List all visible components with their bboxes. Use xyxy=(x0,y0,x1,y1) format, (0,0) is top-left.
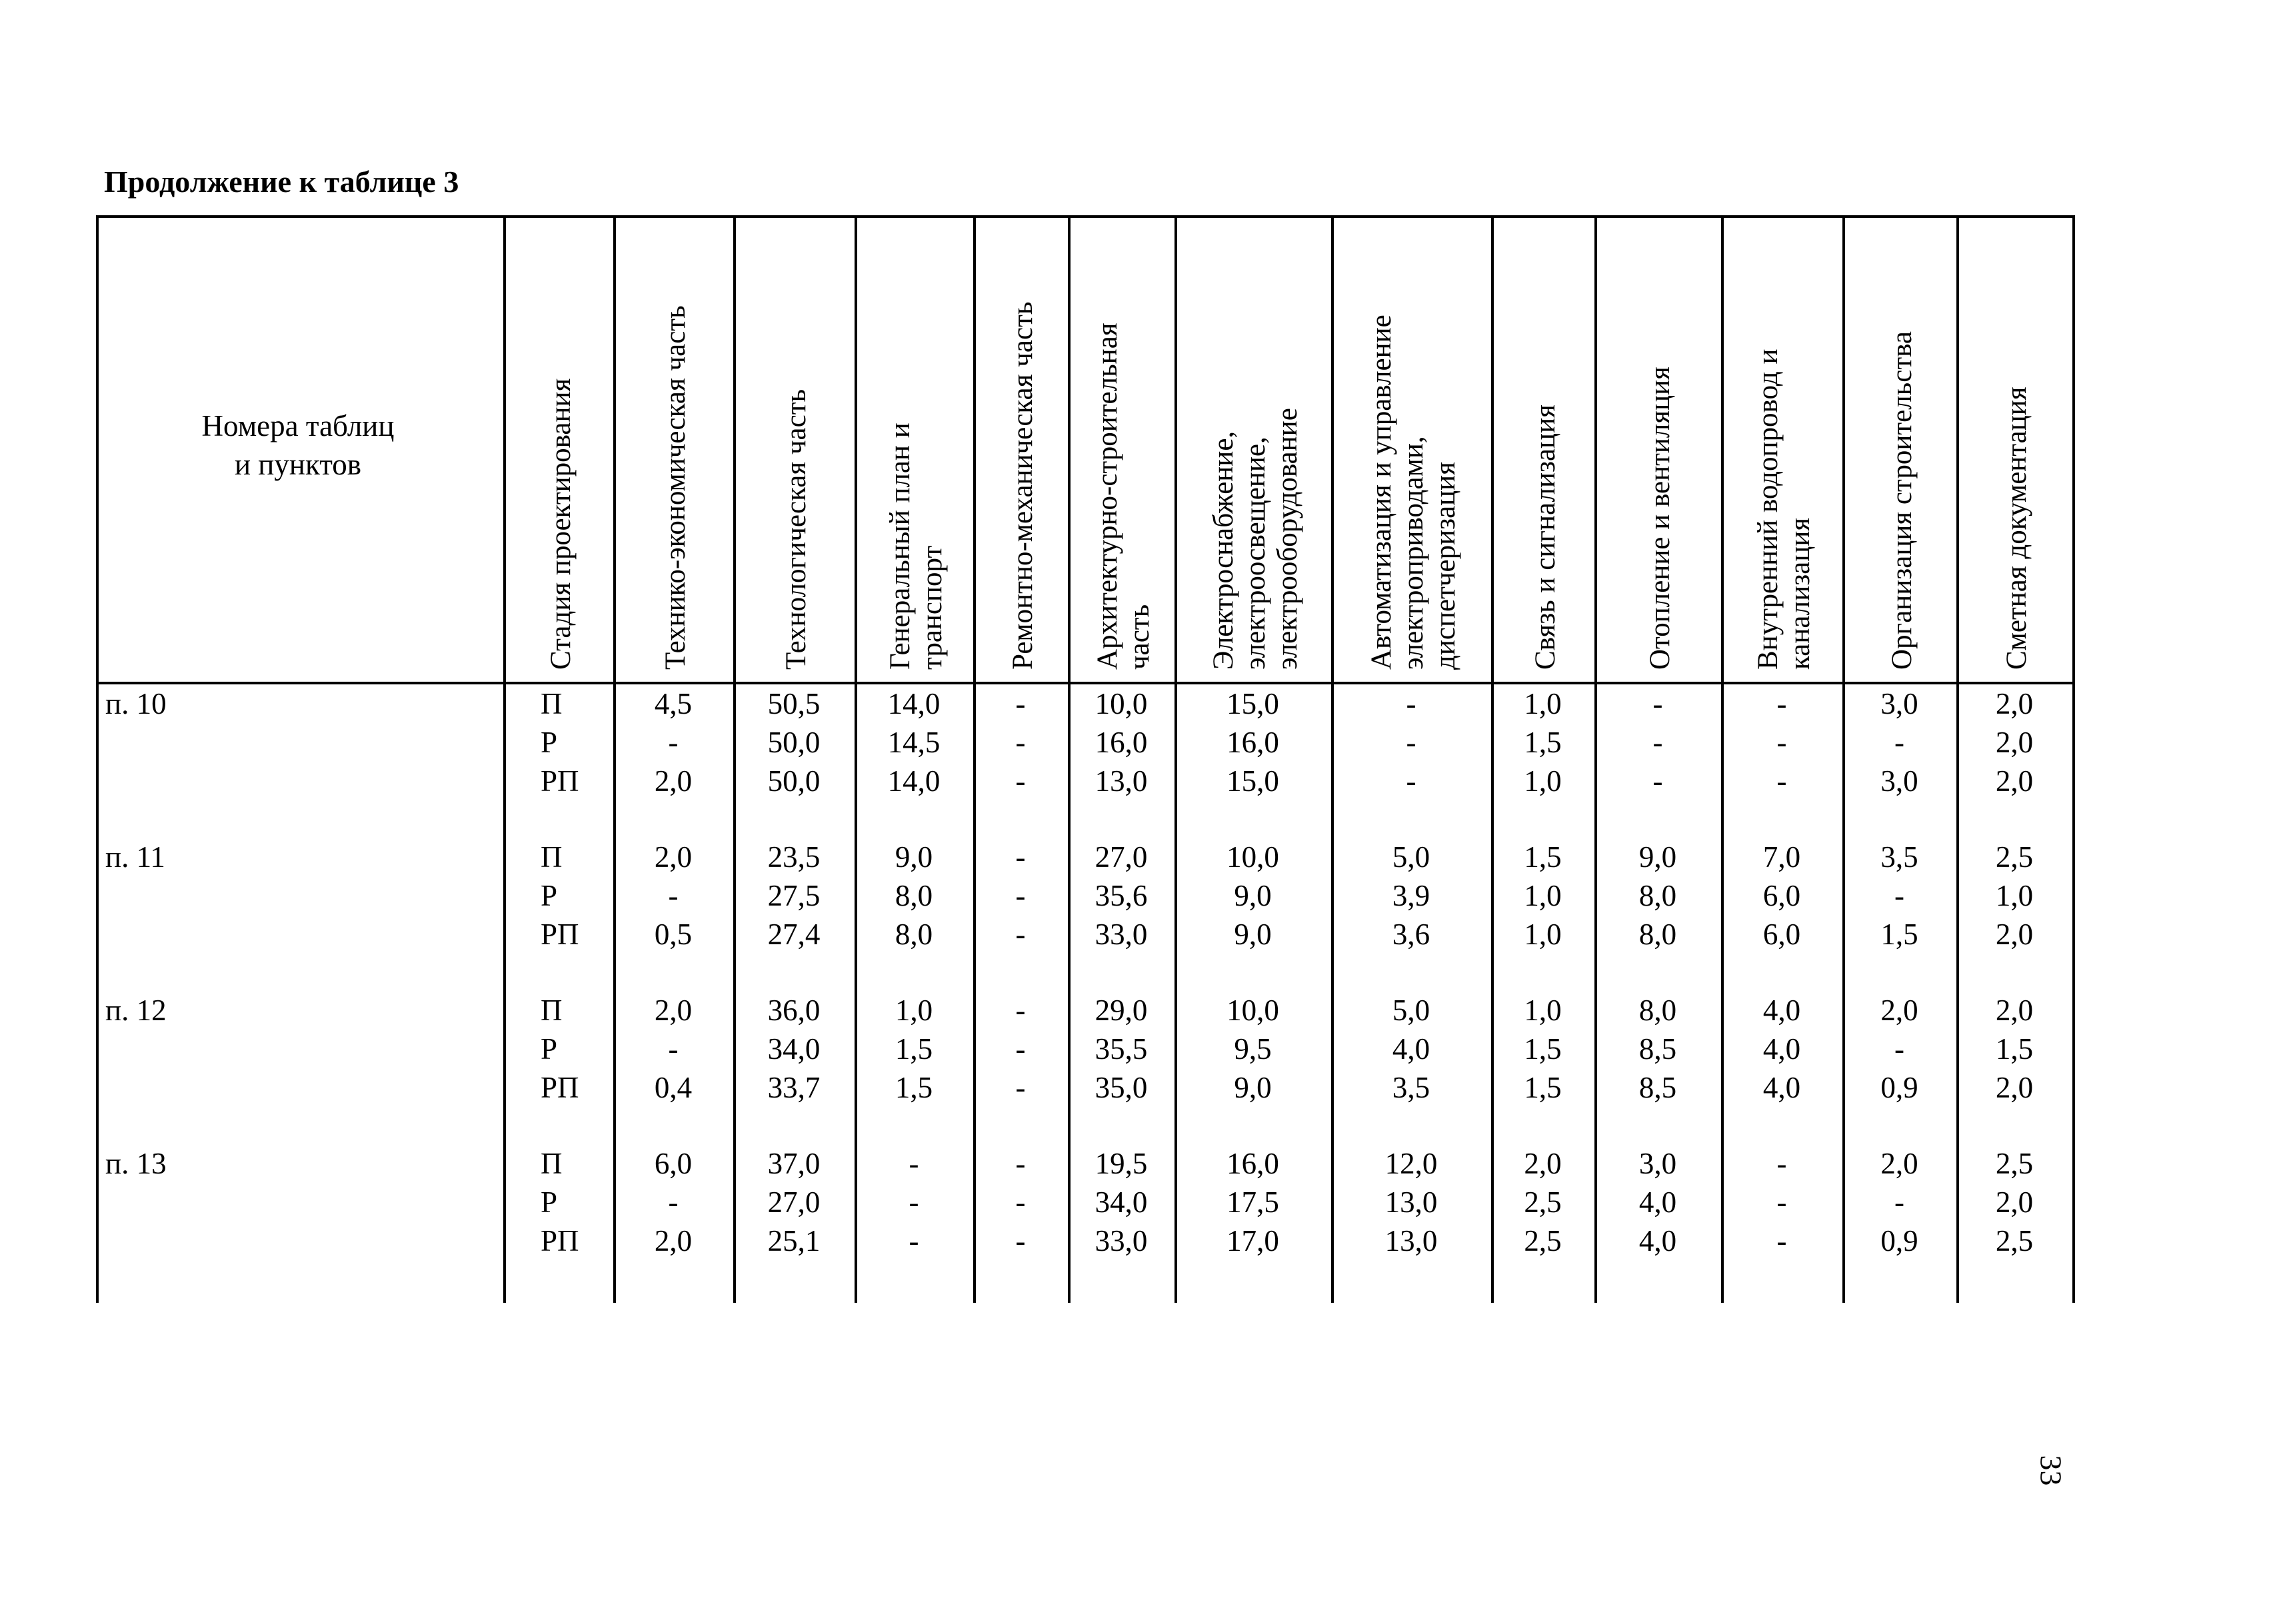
value-cell: 1,0 xyxy=(1995,879,2034,912)
value-cell: - xyxy=(1015,1147,1026,1180)
value-cell: 1,5 xyxy=(895,1071,933,1104)
value-cell: 2,0 xyxy=(1880,994,1918,1027)
value-cell: - xyxy=(1015,1032,1026,1066)
column-header-line: Внутренний водопровод и xyxy=(1752,349,1784,670)
value-cell: 35,6 xyxy=(1095,879,1148,912)
stage-cell: РП xyxy=(541,1224,579,1257)
value-cell: 4,0 xyxy=(1762,1071,1801,1104)
value-cell: 2,5 xyxy=(1524,1224,1562,1257)
value-cell: 4,0 xyxy=(1392,1032,1430,1066)
column-header-line: Технологическая часть xyxy=(781,389,812,670)
value-cell: 50,5 xyxy=(767,687,821,720)
value-cell: 27,0 xyxy=(767,1186,821,1219)
value-cell: 2,0 xyxy=(1524,1147,1562,1180)
value-cell: 0,9 xyxy=(1880,1071,1918,1104)
value-cell: 37,0 xyxy=(767,1147,821,1180)
stage-cell: П xyxy=(541,994,563,1027)
group-label: п. 12 xyxy=(105,994,167,1027)
value-cell: 17,0 xyxy=(1226,1224,1279,1257)
value-cell: - xyxy=(668,1032,679,1066)
column-header-text xyxy=(1092,323,1156,670)
value-cell: - xyxy=(1894,879,1904,912)
value-cell: 7,0 xyxy=(1762,840,1801,874)
column-header-line: Организация строительства xyxy=(1886,331,1918,670)
value-cell: 34,0 xyxy=(767,1032,821,1066)
value-cell: 5,0 xyxy=(1392,994,1430,1027)
column-header-text xyxy=(1644,367,1676,670)
value-cell: 1,5 xyxy=(1880,918,1918,951)
value-cell: - xyxy=(1015,1224,1026,1257)
stage-cell: РП xyxy=(541,918,579,951)
table-caption: Продолжение к таблице 3 xyxy=(104,165,459,199)
value-cell: - xyxy=(909,1186,919,1219)
value-cell: 27,0 xyxy=(1095,840,1148,874)
column-header-line: Электроснабжение, xyxy=(1207,430,1239,670)
value-cell: 4,0 xyxy=(1762,1032,1801,1066)
stage-cell: П xyxy=(541,687,563,720)
column-header-text xyxy=(1886,331,1918,670)
value-cell: 8,0 xyxy=(1638,879,1677,912)
value-cell: 1,0 xyxy=(895,994,933,1027)
value-cell: 1,5 xyxy=(1524,840,1562,874)
value-cell: 9,5 xyxy=(1234,1032,1272,1066)
value-cell: 3,0 xyxy=(1880,764,1918,798)
value-cell: - xyxy=(1015,764,1026,798)
value-cell: 2,0 xyxy=(1995,764,2034,798)
column-divider xyxy=(503,215,506,1303)
column-header-line: электроприводами, xyxy=(1398,436,1429,670)
value-cell: - xyxy=(1776,687,1787,720)
value-cell: - xyxy=(1652,726,1663,759)
value-cell: 8,0 xyxy=(1638,994,1677,1027)
value-cell: 36,0 xyxy=(767,994,821,1027)
column-header-line: транспорт xyxy=(917,545,948,670)
column-header-text xyxy=(1366,315,1462,670)
stage-cell: РП xyxy=(541,1071,579,1104)
value-cell: 6,0 xyxy=(1762,879,1801,912)
value-cell: 5,0 xyxy=(1392,840,1430,874)
stage-cell: П xyxy=(541,1147,563,1180)
group-label: п. 11 xyxy=(105,840,165,874)
column-header-line: Технико-экономическая часть xyxy=(660,305,691,670)
value-cell: - xyxy=(1406,726,1416,759)
value-cell: 2,0 xyxy=(654,1224,693,1257)
value-cell: 16,0 xyxy=(1226,726,1279,759)
value-cell: 15,0 xyxy=(1226,687,1279,720)
column-header-text xyxy=(660,305,692,670)
column-header-text xyxy=(885,422,949,670)
value-cell: 9,0 xyxy=(1234,1071,1272,1104)
value-cell: 2,0 xyxy=(1880,1147,1918,1180)
value-cell: 13,0 xyxy=(1384,1224,1438,1257)
value-cell: - xyxy=(1015,994,1026,1027)
column-header-text xyxy=(1530,405,1562,670)
value-cell: 2,0 xyxy=(654,764,693,798)
value-cell: 9,0 xyxy=(1234,879,1272,912)
column-header-line: Архитектурно-строительная xyxy=(1092,323,1123,670)
group-label: п. 10 xyxy=(105,687,167,720)
value-cell: - xyxy=(1015,879,1026,912)
value-cell: 2,0 xyxy=(1995,918,2034,951)
value-cell: 14,5 xyxy=(887,726,941,759)
value-cell: 14,0 xyxy=(887,764,941,798)
value-cell: - xyxy=(909,1147,919,1180)
value-cell: 16,0 xyxy=(1095,726,1148,759)
value-cell: - xyxy=(1406,764,1416,798)
column-header-line: Связь и сигнализация xyxy=(1529,405,1561,670)
value-cell: 1,5 xyxy=(1524,1032,1562,1066)
value-cell: 15,0 xyxy=(1226,764,1279,798)
value-cell: 17,5 xyxy=(1226,1186,1279,1219)
value-cell: 9,0 xyxy=(1638,840,1677,874)
value-cell: 33,7 xyxy=(767,1071,821,1104)
value-cell: 1,0 xyxy=(1524,879,1562,912)
stage-cell: Р xyxy=(541,726,558,759)
value-cell: 8,0 xyxy=(1638,918,1677,951)
value-cell: - xyxy=(668,1186,679,1219)
value-cell: 2,0 xyxy=(1995,994,2034,1027)
page-number-text: 33 xyxy=(2034,1455,2068,1486)
column-header-text xyxy=(781,389,813,670)
value-cell: - xyxy=(1776,726,1787,759)
value-cell: - xyxy=(1776,1186,1787,1219)
value-cell: 8,5 xyxy=(1638,1071,1677,1104)
value-cell: - xyxy=(1015,918,1026,951)
value-cell: 6,0 xyxy=(1762,918,1801,951)
column-header-line: часть xyxy=(1124,604,1155,670)
value-cell: - xyxy=(1894,1032,1904,1066)
value-cell: - xyxy=(909,1224,919,1257)
value-cell: 3,9 xyxy=(1392,879,1430,912)
column-header-line: Стадия проектирования xyxy=(545,378,577,670)
column-header-text xyxy=(1752,349,1816,670)
value-cell: 9,0 xyxy=(895,840,933,874)
value-cell: 10,0 xyxy=(1095,687,1148,720)
value-cell: 50,0 xyxy=(767,764,821,798)
page-number xyxy=(2030,1453,2072,1495)
group-label: п. 13 xyxy=(105,1147,167,1180)
value-cell: - xyxy=(668,879,679,912)
value-cell: 3,5 xyxy=(1392,1071,1430,1104)
value-cell: 1,5 xyxy=(895,1032,933,1066)
value-cell: 3,0 xyxy=(1638,1147,1677,1180)
value-cell: 35,0 xyxy=(1095,1071,1148,1104)
column-header-line: диспетчеризация xyxy=(1430,462,1461,670)
column-divider xyxy=(96,215,99,1303)
value-cell: 2,5 xyxy=(1995,840,2034,874)
stage-cell: Р xyxy=(541,879,558,912)
value-cell: 25,1 xyxy=(767,1224,821,1257)
value-cell: 9,0 xyxy=(1234,918,1272,951)
value-cell: 2,0 xyxy=(1995,726,2034,759)
value-cell: 1,5 xyxy=(1995,1032,2034,1066)
value-cell: 1,0 xyxy=(1524,918,1562,951)
value-cell: 2,0 xyxy=(1995,687,2034,720)
value-cell: 0,5 xyxy=(654,918,693,951)
value-cell: - xyxy=(1894,1186,1904,1219)
value-cell: - xyxy=(1776,764,1787,798)
value-cell: - xyxy=(1776,1147,1787,1180)
column-header-line: Автоматизация и управление xyxy=(1366,315,1397,670)
value-cell: 8,0 xyxy=(895,918,933,951)
value-cell: 4,5 xyxy=(654,687,693,720)
value-cell: 50,0 xyxy=(767,726,821,759)
column-header-line: Сметная документация xyxy=(2001,387,2032,670)
value-cell: 13,0 xyxy=(1384,1186,1438,1219)
value-cell: - xyxy=(1776,1224,1787,1257)
value-cell: 6,0 xyxy=(654,1147,693,1180)
column-header-line: электрооборудование xyxy=(1271,408,1303,670)
value-cell: 2,5 xyxy=(1995,1224,2034,1257)
value-cell: 3,5 xyxy=(1880,840,1918,874)
value-cell: 4,0 xyxy=(1762,994,1801,1027)
header-row-labels xyxy=(96,406,500,484)
value-cell: - xyxy=(1015,726,1026,759)
stage-cell: Р xyxy=(541,1032,558,1066)
column-header-line: Ремонтно-механическая часть xyxy=(1007,301,1039,670)
value-cell: - xyxy=(1406,687,1416,720)
value-cell: 16,0 xyxy=(1226,1147,1279,1180)
value-cell: - xyxy=(1652,764,1663,798)
value-cell: 2,5 xyxy=(1524,1186,1562,1219)
value-cell: 23,5 xyxy=(767,840,821,874)
stage-cell: РП xyxy=(541,764,579,798)
value-cell: - xyxy=(1652,687,1663,720)
value-cell: 10,0 xyxy=(1226,994,1279,1027)
value-cell: 2,0 xyxy=(654,840,693,874)
value-cell: 33,0 xyxy=(1095,1224,1148,1257)
value-cell: 19,5 xyxy=(1095,1147,1148,1180)
value-cell: 34,0 xyxy=(1095,1186,1148,1219)
value-cell: 0,9 xyxy=(1880,1224,1918,1257)
column-header-text xyxy=(2001,387,2033,670)
value-cell: - xyxy=(668,726,679,759)
column-header-text xyxy=(545,379,577,670)
value-cell: 14,0 xyxy=(887,687,941,720)
value-cell: 13,0 xyxy=(1095,764,1148,798)
value-cell: 1,0 xyxy=(1524,994,1562,1027)
value-cell: 35,5 xyxy=(1095,1032,1148,1066)
column-header-line: канализация xyxy=(1784,517,1816,670)
value-cell: - xyxy=(1015,1071,1026,1104)
value-cell: 2,0 xyxy=(1995,1071,2034,1104)
header-line-1: Номера таблиц xyxy=(201,409,395,442)
value-cell: 0,4 xyxy=(654,1071,693,1104)
value-cell: 27,4 xyxy=(767,918,821,951)
column-header-line: электроосвещение, xyxy=(1239,436,1271,670)
column-divider xyxy=(2072,215,2075,1303)
value-cell: 8,0 xyxy=(895,879,933,912)
value-cell: 8,5 xyxy=(1638,1032,1677,1066)
value-cell: - xyxy=(1894,726,1904,759)
value-cell: 3,6 xyxy=(1392,918,1430,951)
value-cell: 4,0 xyxy=(1638,1224,1677,1257)
value-cell: - xyxy=(1015,687,1026,720)
value-cell: 1,0 xyxy=(1524,687,1562,720)
value-cell: 1,5 xyxy=(1524,726,1562,759)
value-cell: - xyxy=(1015,840,1026,874)
value-cell: 10,0 xyxy=(1226,840,1279,874)
column-header-line: Отопление и вентиляция xyxy=(1644,367,1676,670)
value-cell: 33,0 xyxy=(1095,918,1148,951)
column-header-line: Генеральный план и xyxy=(885,422,916,670)
value-cell: - xyxy=(1015,1186,1026,1219)
value-cell: 4,0 xyxy=(1638,1186,1677,1219)
table-top-border xyxy=(96,215,2075,218)
stage-cell: Р xyxy=(541,1186,558,1219)
stage-cell: П xyxy=(541,840,563,874)
value-cell: 29,0 xyxy=(1095,994,1148,1027)
header-line-2: и пунктов xyxy=(234,448,362,481)
value-cell: 27,5 xyxy=(767,879,821,912)
column-header-text xyxy=(1208,408,1304,670)
column-header-text xyxy=(1007,302,1039,670)
value-cell: 2,0 xyxy=(654,994,693,1027)
value-cell: 1,0 xyxy=(1524,764,1562,798)
value-cell: 2,0 xyxy=(1995,1186,2034,1219)
value-cell: 12,0 xyxy=(1384,1147,1438,1180)
value-cell: 1,5 xyxy=(1524,1071,1562,1104)
value-cell: 3,0 xyxy=(1880,687,1918,720)
value-cell: 2,5 xyxy=(1995,1147,2034,1180)
